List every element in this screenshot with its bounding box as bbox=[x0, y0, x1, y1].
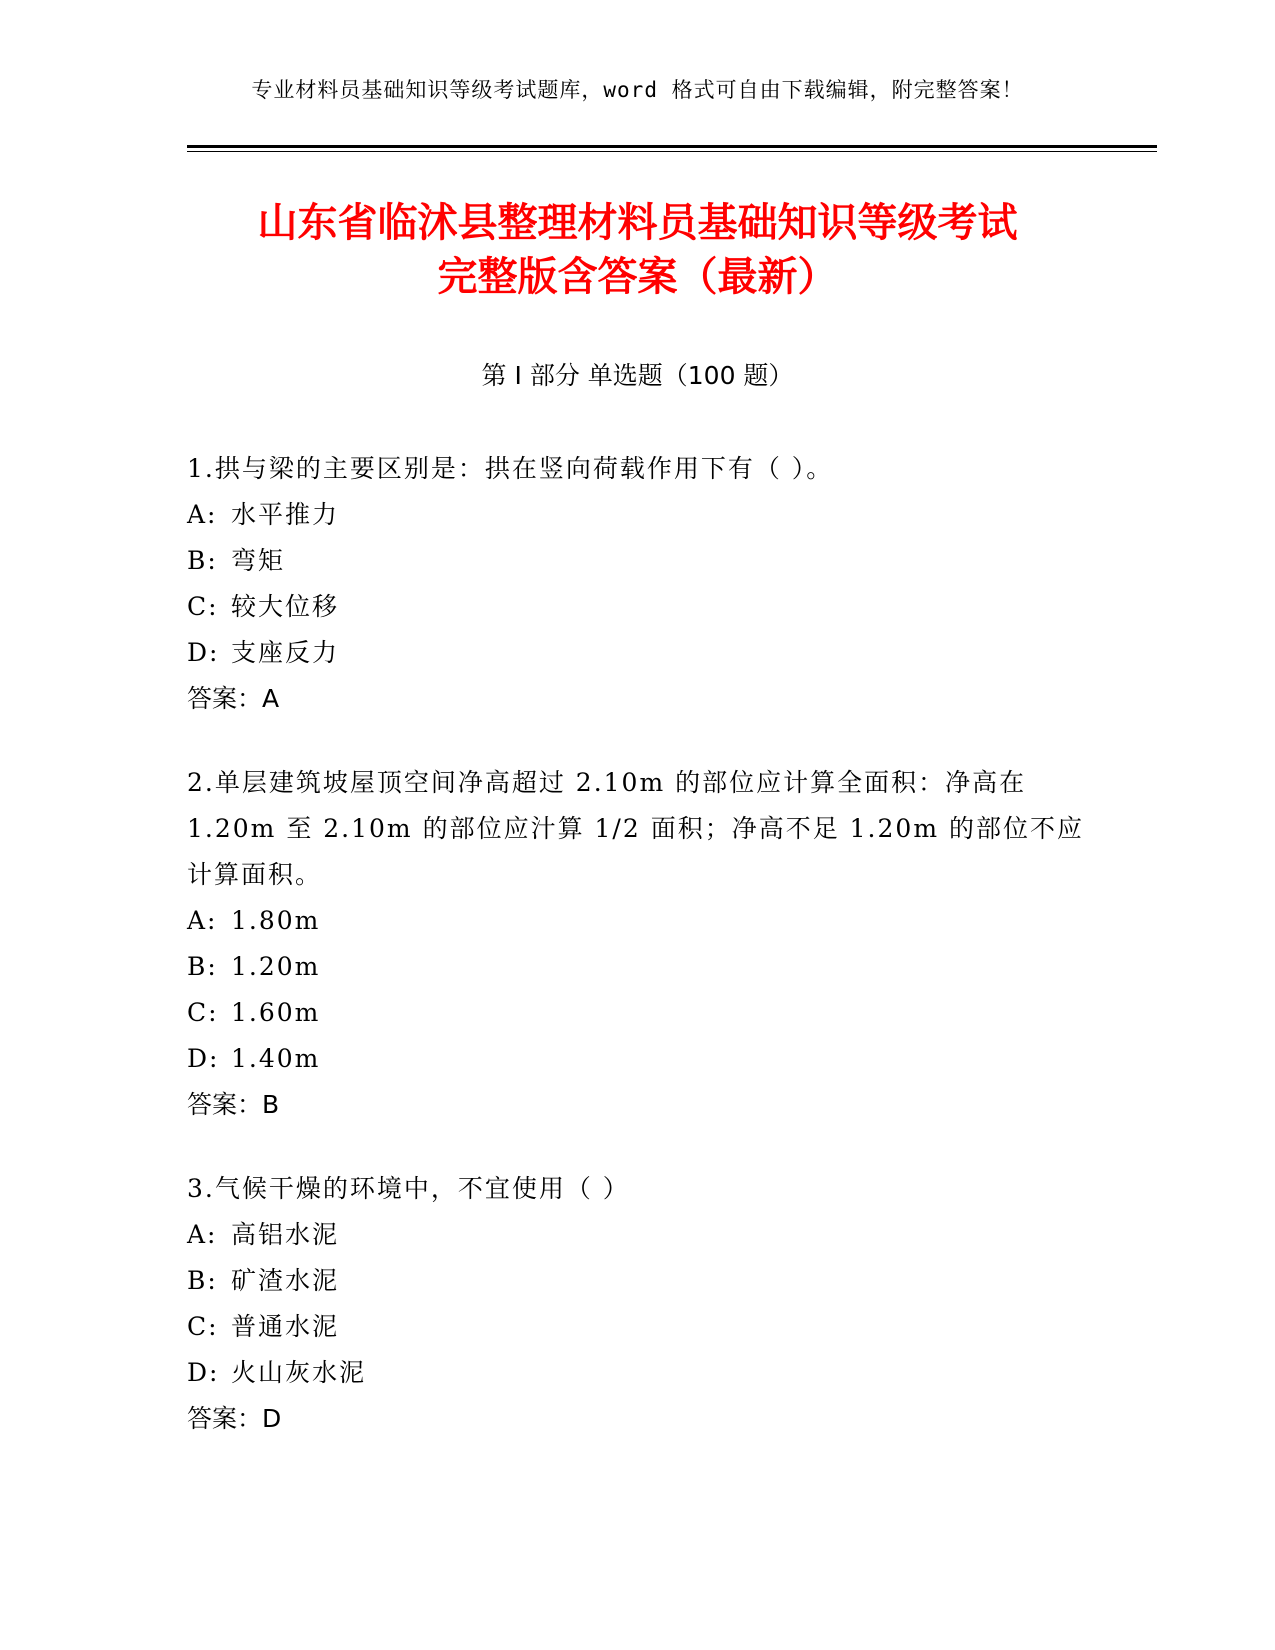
option-text: 1.60m bbox=[231, 998, 321, 1027]
question-stem: 2.单层建筑坡屋顶空间净高超过 2.10m 的部位应计算全面积：净高在 1.20m 至 2.10m 的部位应汁算 1/2 面积；净高不足 1.20m 的部位不应计算面积。 bbox=[187, 768, 1084, 889]
option-a bbox=[187, 492, 1087, 538]
header-note: 专业材料员基础知识等级考试题库，word 格式可自由下载编辑，附完整答案！ bbox=[251, 78, 1024, 102]
answer-line: 答案：A bbox=[187, 684, 280, 713]
option-letter: A: bbox=[187, 500, 218, 529]
option-letter: C: bbox=[187, 1312, 219, 1341]
option-a bbox=[187, 1212, 1087, 1258]
header-rule-thin bbox=[187, 151, 1157, 152]
option-d bbox=[187, 1350, 1087, 1396]
option-b bbox=[187, 1258, 1087, 1304]
option-a bbox=[187, 898, 1087, 944]
option-text: 高铝水泥 bbox=[231, 1220, 340, 1249]
question-3 bbox=[187, 1166, 1087, 1442]
document-title bbox=[0, 196, 1275, 304]
question-1 bbox=[187, 446, 1087, 722]
question-list bbox=[187, 446, 1087, 1480]
option-letter: D: bbox=[187, 638, 220, 667]
option-letter: A: bbox=[187, 906, 218, 935]
option-text: 1.40m bbox=[231, 1044, 321, 1073]
question-stem: 3.气候干燥的环境中，不宜使用（ ） bbox=[187, 1174, 630, 1203]
option-text: 矿渣水泥 bbox=[231, 1266, 340, 1295]
title-line-2: 完整版含答案（最新） bbox=[437, 254, 838, 300]
option-c bbox=[187, 990, 1087, 1036]
option-letter: B: bbox=[187, 546, 218, 575]
answer-line: 答案：D bbox=[187, 1404, 282, 1433]
option-letter: C: bbox=[187, 592, 219, 621]
option-text: 弯矩 bbox=[231, 546, 286, 575]
option-b bbox=[187, 538, 1087, 584]
option-letter: C: bbox=[187, 998, 219, 1027]
option-text: 1.20m bbox=[231, 952, 321, 981]
option-letter: B: bbox=[187, 952, 218, 981]
option-letter: D: bbox=[187, 1358, 220, 1387]
option-letter: B: bbox=[187, 1266, 218, 1295]
title-line-1: 山东省临沭县整理材料员基础知识等级考试 bbox=[257, 200, 1018, 246]
option-c bbox=[187, 584, 1087, 630]
question-2 bbox=[187, 760, 1087, 1128]
option-text: 1.80m bbox=[231, 906, 321, 935]
header-rule-thick bbox=[187, 145, 1157, 148]
option-letter: A: bbox=[187, 1220, 218, 1249]
option-b bbox=[187, 944, 1087, 990]
option-letter: D: bbox=[187, 1044, 220, 1073]
answer-line: 答案：B bbox=[187, 1090, 280, 1119]
option-c bbox=[187, 1304, 1087, 1350]
option-text: 火山灰水泥 bbox=[231, 1358, 367, 1387]
option-text: 支座反力 bbox=[231, 638, 340, 667]
question-stem: 1.拱与梁的主要区别是：拱在竖向荷载作用下有（ ）。 bbox=[187, 454, 834, 483]
option-text: 较大位移 bbox=[231, 592, 340, 621]
option-d bbox=[187, 1036, 1087, 1082]
option-text: 水平推力 bbox=[231, 500, 340, 529]
option-d bbox=[187, 630, 1087, 676]
option-text: 普通水泥 bbox=[231, 1312, 340, 1341]
section-heading: 第 I 部分 单选题（100 题） bbox=[481, 361, 794, 390]
